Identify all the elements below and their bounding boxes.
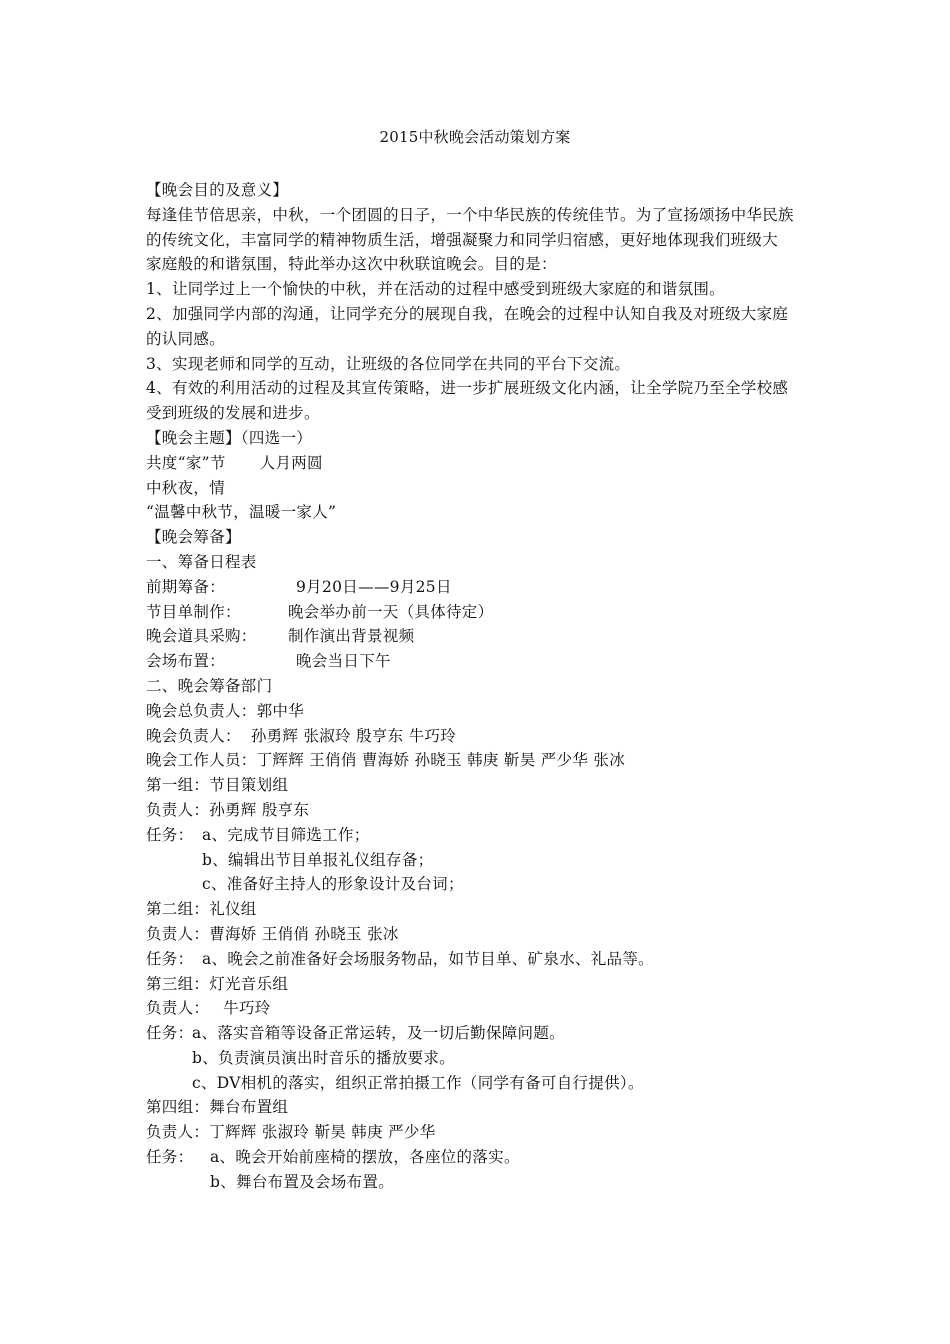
schedule-label: 晚会道具采购： [146,627,257,646]
group-task-row [146,823,814,848]
purpose-point: 受到班级的发展和进步。 [146,404,320,423]
task-item: a、晚会开始前座椅的摆放，各座位的落实。 [210,1148,520,1167]
schedule-value: 9月20日——9月25日 [296,577,452,596]
group-task-row [146,848,814,873]
leaders-label: 晚会负责人： [146,726,241,745]
schedule-value: 制作演出背景视频 [288,627,415,646]
theme-option: 共度“家”节 [146,453,226,472]
theme-heading: 【晚会主题】（四选一） [146,428,313,447]
group-task-row [146,1071,814,1096]
task-label: 任务： [146,1148,194,1167]
group-name: 第四组：舞台布置组 [146,1098,289,1117]
group-name: 第三组：灯光音乐组 [146,974,289,993]
group-task-row [146,1145,814,1170]
task-item: a、完成节目筛选工作； [202,825,370,844]
group-name: 第一组：节目策划组 [146,776,289,795]
theme-option: 中秋夜，情 [146,478,226,497]
schedule-row [146,575,814,600]
staff-line: 晚会工作人员：丁辉辉 王俏俏 曹海娇 孙晓玉 韩庚 靳昊 严少华 张冰 [146,751,625,770]
purpose-intro-line: 的传统文化，丰富同学的精神物质生活，增强凝聚力和同学归宿感，更好地体现我们班级大 [146,230,779,249]
group-lead: 负责人：丁辉辉 张淑玲 靳昊 韩庚 严少华 [146,1123,436,1142]
group-lead: 负责人：曹海娇 王俏俏 孙晓玉 张冰 [146,924,399,943]
prep-heading: 【晚会筹备】 [146,528,241,547]
group-lead: 负责人：孙勇辉 殷亨东 [146,800,310,819]
purpose-point: 4、有效的利用活动的过程及其宣传策略，进一步扩展班级文化内涵，让全学院乃至全学校感 [146,379,789,398]
lead-names: 牛巧玲 [223,999,271,1018]
group-task-row [146,872,814,897]
group-task-row [146,1021,814,1046]
task-item: c、准备好主持人的形象设计及台词； [202,875,464,894]
schedule-value: 晚会当日下午 [296,652,391,671]
document-body [146,178,814,1195]
theme-option: “温馨中秋节，温暖一家人” [146,503,337,522]
schedule-label: 前期筹备： [146,577,226,596]
task-item: b、负责演员演出时音乐的播放要求。 [192,1048,456,1067]
schedule-label: 节目单制作： [146,602,241,621]
schedule-row [146,600,814,625]
purpose-point: 3、实现老师和同学的互动，让班级的各位同学在共同的平台下交流。 [146,354,631,373]
schedule-heading: 一、筹备日程表 [146,552,257,571]
task-label: 任务： [146,949,194,968]
group-task-row [146,1046,814,1071]
task-item: c、DV相机的落实，组织正常拍摄工作（同学有备可自行提供）。 [192,1073,644,1092]
schedule-value: 晚会举办前一天（具体待定） [288,602,494,621]
group-lead [146,996,814,1021]
purpose-intro-line: 每逢佳节倍思亲，中秋，一个团圆的日子，一个中华民族的传统佳节。为了宣扬颂扬中华民族 [146,205,794,224]
task-label: 任务： [146,825,194,844]
purpose-point: 2、加强同学内部的沟通，让同学充分的展现自我，在晚会的过程中认知自我及对班级大家庭 [146,304,789,323]
dept-heading: 二、晚会筹备部门 [146,676,273,695]
purpose-heading: 【晚会目的及意义】 [146,181,289,199]
purpose-point: 1、让同学过上一个愉快的中秋，并在活动的过程中感受到班级大家庭的和谐氛围。 [146,280,725,299]
schedule-row [146,624,814,649]
group-task-row [146,1170,814,1195]
purpose-intro-line: 家庭般的和谐氛围，特此举办这次中秋联谊晚会。目的是： [146,255,557,274]
group-task-row [146,947,814,972]
theme-option-line [146,451,814,476]
purpose-point: 的认同感。 [146,329,226,348]
schedule-row [146,649,814,674]
lead-label: 负责人： [146,999,210,1018]
group-name: 第二组：礼仪组 [146,900,257,919]
task-item: b、舞台布置及会场布置。 [210,1172,395,1191]
chief-line: 晚会总负责人：郭中华 [146,701,305,720]
leaders-line [146,724,814,749]
task-item: a、晚会之前准备好会场服务物品，如节目单、矿泉水、礼品等。 [202,949,654,968]
task-item: b、编辑出节目单报礼仪组存备； [202,850,434,869]
leaders-names: 孙勇辉 张淑玲 殷亨东 牛巧玲 [250,726,457,745]
task-label: 任务： [146,1024,194,1043]
schedule-label: 会场布置： [146,652,226,671]
document-title: 2015中秋晚会活动策划方案 [379,128,571,146]
task-item: a、落实音箱等设备正常运转，及一切后勤保障问题。 [192,1024,565,1043]
theme-option: 人月两圆 [259,453,323,472]
